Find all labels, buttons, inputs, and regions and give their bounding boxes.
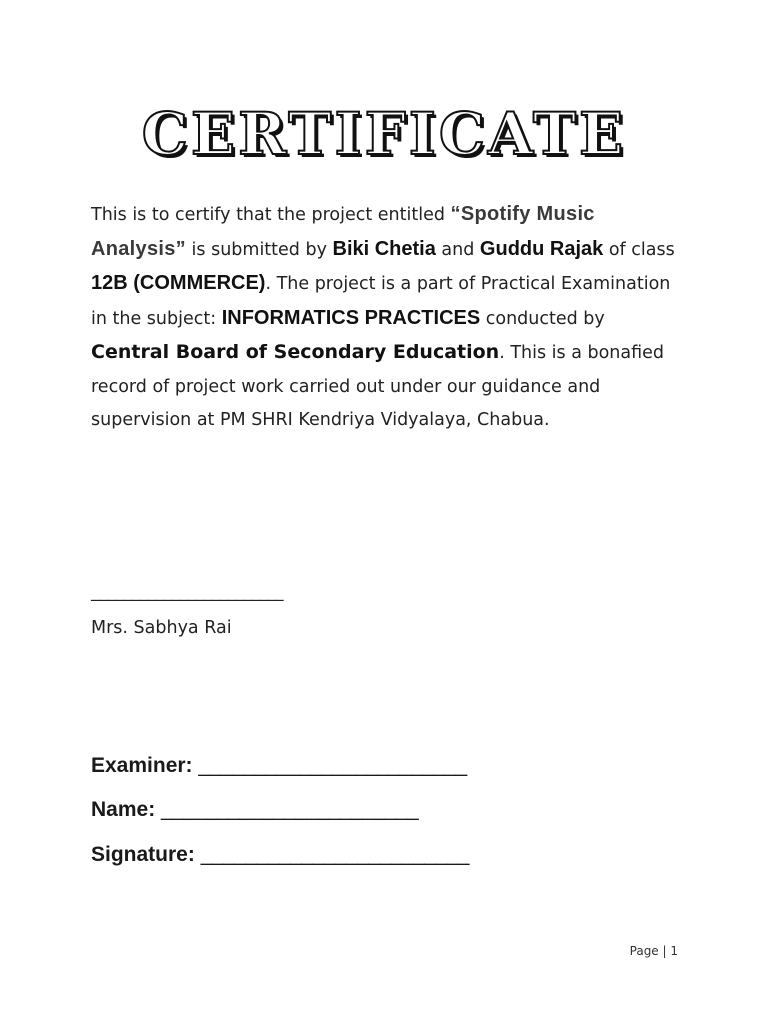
signature-blank: ________________________: [200, 843, 469, 866]
teacher-signature-line: ________________________: [91, 582, 283, 602]
examiner-label: Examiner:: [91, 754, 193, 777]
name-field: [91, 798, 418, 822]
student-name-2: Guddu Rajak: [479, 237, 604, 260]
body-text-3: and: [435, 239, 480, 260]
body-text-1: This is to certify that the project entitled: [91, 205, 451, 225]
subject-name: INFORMATICS PRACTICES: [221, 306, 481, 329]
body-text-6: conducted by: [480, 308, 605, 329]
name-label: Name:: [91, 798, 156, 821]
body-text-2: is submitted by: [185, 239, 333, 260]
board-name: Central Board of Secondary Education: [91, 341, 500, 363]
body-text-5: . The project is a part of Practical Examination in the subject:: [91, 274, 671, 329]
examiner-field: [91, 754, 467, 778]
student-name-1: Biki Chetia: [332, 237, 436, 260]
project-title: “Spotify Music Analysis”: [91, 203, 595, 260]
body-text-7: . This is a bonafied record of project work carried out under our guidance and supervision at PM SHRI Kendriya Vidyalaya, Chabua.: [91, 343, 665, 430]
teacher-name: Mrs. Sabhya Rai: [91, 618, 232, 638]
signature-field: [91, 843, 469, 867]
certificate-title: CERTIFICATE: [141, 100, 627, 168]
signature-label: Signature:: [91, 843, 195, 866]
body-text-4: of class: [603, 239, 675, 260]
page-number: Page | 1: [629, 944, 678, 958]
certificate-body: [91, 198, 686, 438]
name-blank: _______________________: [161, 798, 419, 821]
class-name: 12B (COMMERCE): [91, 272, 266, 294]
examiner-blank: ________________________: [198, 754, 467, 777]
